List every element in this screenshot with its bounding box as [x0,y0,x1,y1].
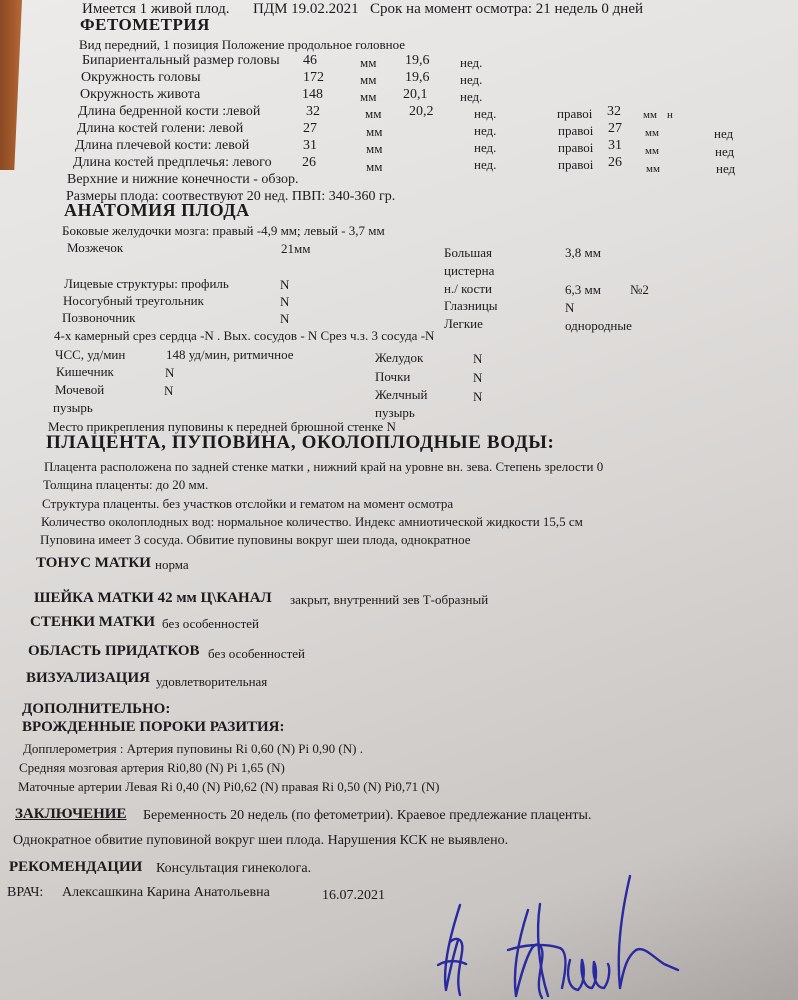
uterine-walls-label: СТЕНКИ МАТКИ [30,614,156,630]
doctor-name: Алексашкина Карина Анатольевна [62,885,270,900]
fetometry-unit: мм [360,89,377,104]
fetometry-unit: мм [365,106,382,121]
gallbladder-value: N [473,389,483,404]
fetometry-value: 46 [303,53,317,68]
cord-insertion: Место прикрепления пуповины к передней брюшной стенке N [48,419,396,434]
stomach-label: Желудок [375,350,424,365]
fetometry-weeks-unit: нед. [460,55,483,70]
face-profile-label: Лицевые структуры: профиль [64,276,229,291]
fetometry-weeks-unit: нед. [474,140,497,155]
face-profile-value: N [280,277,290,292]
right-unit: мм [645,127,659,139]
placenta-title: ПЛАЦЕНТА, ПУПОВИНА, ОКОЛОПЛОДНЫЕ ВОДЫ: [46,432,555,453]
cervix-label: ШЕЙКА МАТКИ 42 мм Ц\КАНАЛ [34,590,272,606]
conclusion-line-1: Беременность 20 недель (по фетометрии). Краевое предлежание плаценты. [143,808,592,823]
right-label: правоі [558,123,594,138]
lungs-value: однородные [565,318,632,333]
placenta-structure: Структура плаценты. без участков отслойки и гематом на момент осмотра [42,496,454,511]
right-unit: мм [645,145,659,157]
fetometry-label: Окружность головы [81,70,201,85]
kidneys-label: Почки [375,369,411,384]
right-value: 31 [608,138,622,153]
limbs-review: Верхние и нижние конечности - обзор. [67,172,299,187]
bladder-label: Мочевой [55,382,105,397]
doppler-umbilical: Допплерометрия : Артерия пуповины Ri 0,60 (N) Pi 0,90 (N) . [23,741,363,756]
visualization-label: ВИЗУАЛИЗАЦИЯ [26,670,150,686]
ventricles: Боковые желудочки мозга: правый -4,9 мм; левый - 3,7 мм [62,223,385,238]
gallbladder-label: пузырь [375,405,415,420]
fetometry-unit: мм [366,141,383,156]
fetometry-unit: мм [360,72,377,87]
heart-rate-label: ЧСС, уд/мин [55,347,126,362]
uterus-tone-label: ТОНУС МАТКИ [36,555,151,571]
fetometry-weeks-unit: нед. [474,157,497,172]
adnexa-value: без особенностей [208,646,305,661]
gallbladder-label: Желчный [375,387,428,402]
recommendations-label: РЕКОМЕНДАЦИИ [9,859,143,875]
stomach-value: N [473,351,483,366]
fetometry-weeks-unit: нед. [460,89,483,104]
adnexa-label: ОБЛАСТЬ ПРИДАТКОВ [28,643,200,659]
fetometry-weeks: 19,6 [405,70,430,85]
nasal-bone-label: н./ кости [444,281,492,296]
cerebellum-value: 21мм [281,241,311,256]
nasal-bone-value: 6,3 мм [565,282,601,297]
doppler-uterine: Маточные артерии Левая Ri 0,40 (N) Pi0,62 (N) правая Ri 0,50 (N) Pi0,71 (N) [18,779,440,794]
fetometry-label: Окружность живота [80,87,201,102]
heart-section: 4-х камерный срез сердца -N . Вых. сосудов - N Срез ч.з. 3 сосуда -N [54,328,435,343]
right-unit: мм [646,163,660,175]
right-weeks: н [667,109,673,121]
nasolabial-label: Носогубный треугольник [63,293,204,308]
cisterna-label: цистерна [444,263,495,278]
orbits-label: Глазницы [444,298,498,313]
fetometry-unit: мм [366,124,383,139]
fetometry-unit: мм [360,55,377,70]
intestine-label: Кишечник [56,364,114,379]
additional-title: ДОПОЛНИТЕЛЬНО: [22,701,171,717]
bladder-value: N [164,383,174,398]
uterine-walls-value: без особенностей [162,616,259,631]
right-weeks: нед [716,161,736,176]
fetometry-value: 32 [306,104,320,119]
doctor-signature [420,870,680,1000]
right-weeks: нед [714,126,734,141]
anatomy-title: АНАТОМИЯ ПЛОДА [64,200,250,220]
amniotic-fluid: Количество околоплодных вод: нормальное количество. Индекс амниотической жидкости 15,5 см [41,514,583,529]
spine-value: N [280,311,290,326]
placenta-location: Плацента расположена по задней стенке матки , нижний край на уровне вн. зева. Степень зрелости 0 [44,459,604,474]
conclusion-label: ЗАКЛЮЧЕНИЕ [15,806,127,822]
doctor-label: ВРАЧ: [7,885,44,900]
bladder-label: пузырь [53,400,93,415]
fetometry-weeks: 20,2 [409,104,434,119]
placenta-thickness: Толщина плаценты: до 20 мм. [43,477,209,492]
cervix-value: закрыт, внутренний зев Т-образный [290,592,489,607]
right-label: правоі [558,157,594,172]
gestational-term: Срок на момент осмотра: 21 недель 0 дней [370,1,644,17]
recommendations-value: Консультация гинеколога. [156,861,312,876]
fetometry-weeks-unit: нед. [460,72,483,87]
fetometry-value: 26 [302,155,316,170]
fetometry-label: Длина плечевой кости: левой [75,138,250,153]
right-weeks: нед [715,144,735,159]
umbilical-cord: Пуповина имеет 3 сосуда. Обвитие пуповины вокруг шеи плода, однократное [40,532,471,547]
cerebellum-label: Мозжечок [67,240,124,255]
nasal-bone-number: №2 [630,282,649,297]
fetometry-weeks: 20,1 [403,87,428,102]
right-value: 26 [608,155,622,170]
congenital-defects-title: ВРОЖДЕННЫЕ ПОРОКИ РАЗИТИЯ: [22,719,285,735]
orbits-value: N [565,300,575,315]
lungs-label: Легкие [444,316,483,331]
size-summary: Размеры плода: соотвествуют 20 нед. ПВП: 340-360 гр. [66,189,396,204]
fetometry-label: Бипариентальный размер головы [82,53,280,68]
right-value: 27 [608,121,622,136]
fetometry-label: Длина костей голени: левой [77,121,244,136]
right-label: правоі [557,106,593,121]
visualization-value: удовлетворительная [156,674,268,689]
spine-label: Позвоночник [62,310,136,325]
lmp-date: ПДМ 19.02.2021 [253,1,359,17]
fetometry-weeks: 19,6 [405,53,430,68]
fetometry-value: 31 [303,138,317,153]
right-unit: мм [643,109,657,121]
conclusion-line-2: Однократное обвитие пуповиной вокруг шеи плода. Нарушения КСК не выявлено. [13,833,509,848]
report-date: 16.07.2021 [322,888,385,903]
cisterna-value: 3,8 мм [565,245,601,260]
doppler-mca: Средняя мозговая артерия Ri0,80 (N) Pi 1,65 (N) [19,760,285,775]
fetometry-value: 148 [302,87,323,102]
fetometry-value: 27 [303,121,317,136]
fetometry-weeks-unit: нед. [474,106,497,121]
intestine-value: N [165,365,175,380]
fetometry-label: Длина бедренной кости :левой [78,104,261,119]
live-fetus-text: Имеется 1 живой плод. [82,1,230,17]
kidneys-value: N [473,370,483,385]
fetometry-weeks-unit: нед. [474,123,497,138]
right-label: правоі [558,140,594,155]
fetometry-title: ФЕТОМЕТРИЯ [80,15,210,34]
fetometry-value: 172 [303,70,324,85]
cisterna-label: Большая [444,245,492,260]
uterus-tone-value: норма [155,557,189,572]
nasolabial-value: N [280,294,290,309]
heart-rate-value: 148 уд/мин, ритмичное [166,347,294,362]
fetal-position: Вид передний, 1 позиция Положение продольное головное [79,37,406,52]
right-value: 32 [607,104,621,119]
fetometry-unit: мм [366,159,383,174]
fetometry-label: Длина костей предплечья: левого [73,155,272,170]
